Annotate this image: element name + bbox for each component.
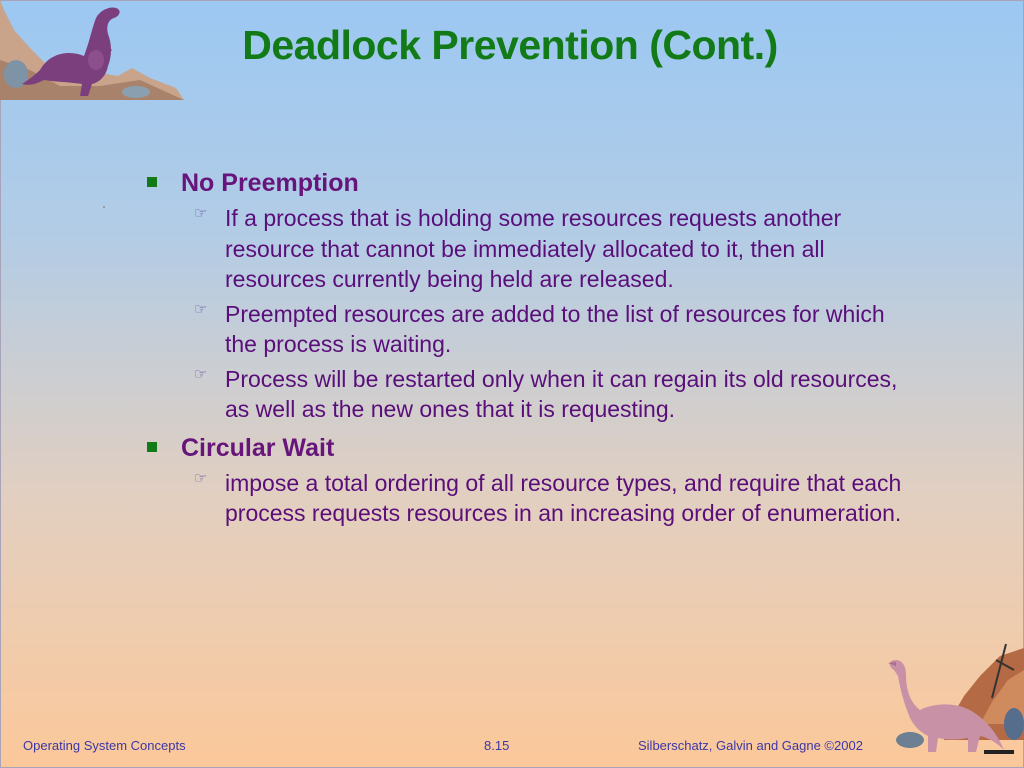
bullet-point <box>181 203 920 295</box>
speck <box>103 206 105 208</box>
footer-copyright: Silberschatz, Galvin and Gagne ©2002 <box>638 738 863 753</box>
square-bullet-icon <box>147 442 157 452</box>
section-heading: Circular Wait <box>181 433 335 462</box>
slide-content <box>140 166 920 535</box>
pointing-hand-icon: ☞ <box>194 365 208 383</box>
bullet-point <box>181 364 920 425</box>
bullet-text: impose a total ordering of all resource types, and require that each process requests resources in an increasing order of enumeration. <box>225 469 902 526</box>
pointing-hand-icon: ☞ <box>194 300 208 318</box>
bullet-point <box>181 299 920 360</box>
section-no-preemption <box>140 166 920 425</box>
bullet-point <box>181 468 920 529</box>
dinosaur-illustration-bottom-right <box>880 640 1024 768</box>
bullet-text: If a process that is holding some resources requests another resource that cannot be immediately allocated to it, then all resources currently being held are released. <box>225 205 842 292</box>
footer-course-title: Operating System Concepts <box>23 738 186 753</box>
dinosaur-illustration-top-left <box>0 0 190 110</box>
pointing-hand-icon: ☞ <box>194 205 208 222</box>
pointing-hand-icon: ☞ <box>194 469 208 487</box>
bullet-text: Preempted resources are added to the list of resources for which the process is waiting. <box>225 300 885 357</box>
bullet-text: Process will be restarted only when it can regain its old resources, as well as the new ones that it is requesting. <box>225 365 898 422</box>
slide-title: Deadlock Prevention (Cont.) <box>242 22 778 68</box>
footer-slide-number: 8.15 <box>484 738 510 753</box>
square-bullet-icon <box>147 177 157 187</box>
section-heading: No Preemption <box>181 169 359 197</box>
section-circular-wait <box>140 431 920 529</box>
